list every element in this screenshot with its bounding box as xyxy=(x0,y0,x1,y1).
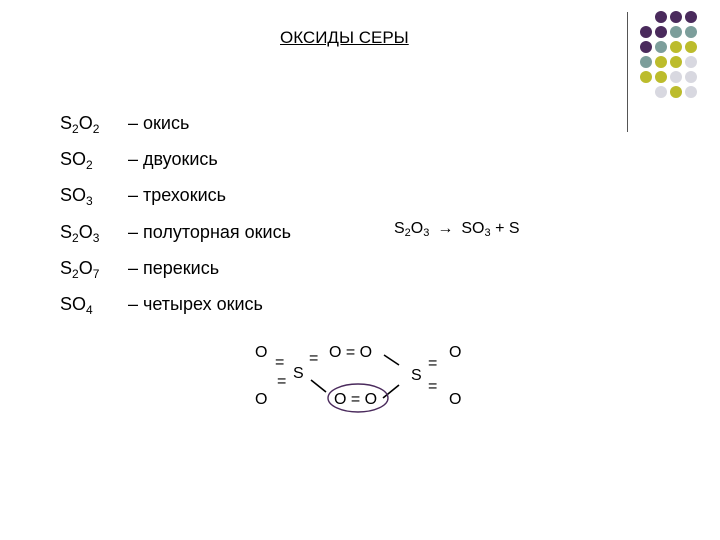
atom-s-left: S xyxy=(293,365,304,382)
atom-o-top-left: O xyxy=(255,344,268,361)
atom-o-bottom-right: O xyxy=(449,391,462,408)
bond-line-1 xyxy=(384,355,399,365)
formula-1: $S_2O_2$ xyxy=(60,113,100,136)
bond-eq-lower-right: = xyxy=(428,378,438,395)
formula-6: $SO_4$ xyxy=(60,294,93,317)
description-6: – четырех окись xyxy=(128,294,263,314)
page-title: ОКСИДЫ СЕРЫ xyxy=(280,28,409,47)
group-o-double-o-top: O = O xyxy=(329,344,373,361)
highlight-ellipse xyxy=(328,384,388,412)
bond-eq-upper-left: = xyxy=(275,354,285,371)
atom-o-bottom-left: O xyxy=(255,391,268,408)
formula-2: $SO_2$ xyxy=(60,149,93,172)
description-1: – окись xyxy=(128,113,190,133)
bond-line-2 xyxy=(311,380,326,392)
group-o-double-o-bottom: O = O xyxy=(334,391,378,408)
decomposition-reaction: S2O3 → SO3 + S xyxy=(394,220,520,239)
formula-4: $S_2O_3$ xyxy=(60,222,100,245)
formula-5: $S_2O_7$ xyxy=(60,258,100,281)
atom-o-top-right: O xyxy=(449,344,462,361)
formula-3: $SO_3$ xyxy=(60,185,93,208)
description-4: – полуторная окись xyxy=(128,222,291,242)
bond-eq-upper-mid: = xyxy=(309,350,319,367)
description-3: – трехокись xyxy=(128,185,226,205)
arrow-right-icon: → xyxy=(437,220,454,237)
description-5: – перекись xyxy=(128,258,220,278)
atom-s-right: S xyxy=(411,367,422,384)
description-2: – двуокись xyxy=(128,149,218,169)
bond-eq-lower-left: = xyxy=(277,373,287,390)
bond-eq-upper-right: = xyxy=(428,355,438,372)
